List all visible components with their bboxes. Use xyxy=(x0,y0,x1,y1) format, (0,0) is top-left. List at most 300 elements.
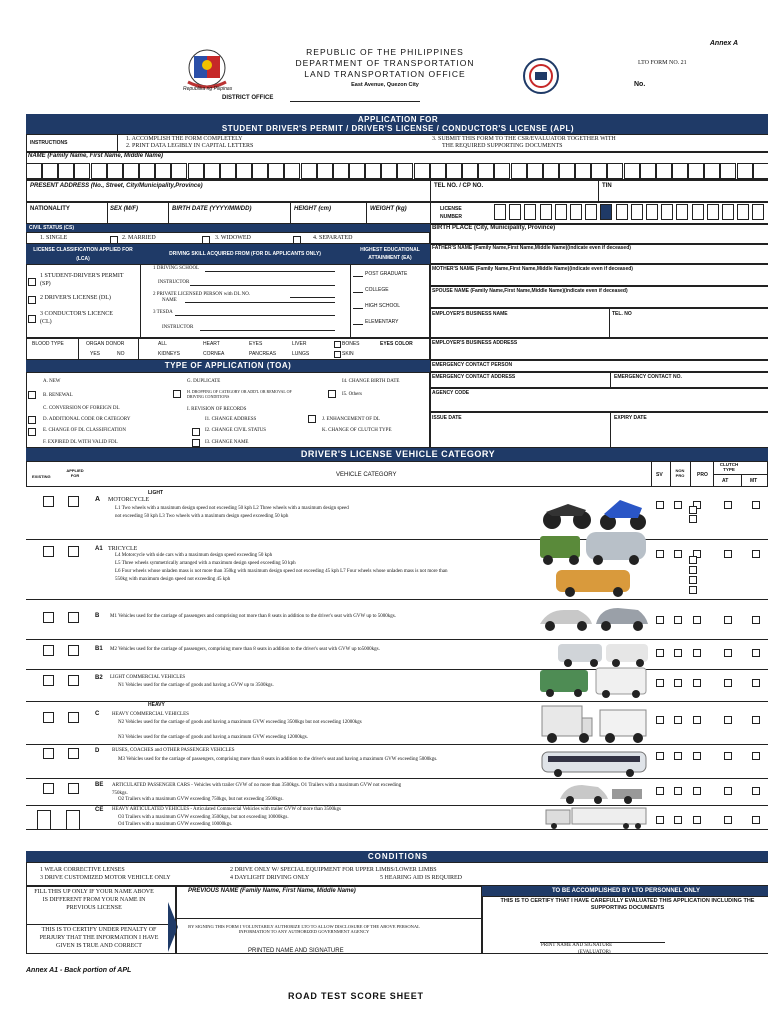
cat-be-applied-checkbox[interactable] xyxy=(68,783,79,794)
condition-4: 4 DAYLIGHT DRIVING ONLY xyxy=(230,875,310,881)
toa-revision-label: I. REVISION OF RECORDS xyxy=(187,407,247,412)
organ-pancreas-label: PANCREAS xyxy=(249,351,277,357)
sex-label: SEX (M/F) xyxy=(110,206,138,212)
vehicle-sv-checkbox[interactable] xyxy=(656,752,664,760)
toa-change-name-checkbox[interactable] xyxy=(192,439,200,447)
vehicle-pro-checkbox[interactable] xyxy=(693,816,701,824)
cat-ce-existing-checkbox[interactable] xyxy=(37,810,51,830)
name-letter-cell[interactable] xyxy=(753,163,768,179)
cat-d-desc: M3 Vehicles used for the carriage of passengers, comprising more than 8 seats in addition to the driver's seat and having a maximum GVW exceeding 5000kgs. xyxy=(118,757,438,762)
name-letter-cell[interactable] xyxy=(42,163,58,179)
dsa-tesda-instructor-label: INSTRUCTOR xyxy=(162,325,194,330)
cs-single-label: 1. SINGLE xyxy=(40,235,68,241)
articulated-truck-image xyxy=(542,806,650,830)
name-letter-cell[interactable] xyxy=(462,163,478,179)
expiry-date-label: EXPIRY DATE xyxy=(614,415,647,421)
name-letter-cell[interactable] xyxy=(478,163,494,179)
tricycle-images xyxy=(538,528,650,598)
instruction-1: 1. ACCOMPLISH THE FORM COMPLETELY xyxy=(126,136,243,142)
instruction-3b: THE REQUIRED SUPPORTING DOCUMENTS xyxy=(442,143,563,149)
name-letter-cell[interactable] xyxy=(704,163,720,179)
cat-a1-code: A1 xyxy=(95,546,103,552)
license-number-cell[interactable] xyxy=(707,204,719,220)
license-number-cell[interactable] xyxy=(540,204,552,220)
district-office-label: DISTRICT OFFICE xyxy=(222,95,274,101)
name-letter-cell[interactable] xyxy=(236,163,252,179)
cat-a1-l6: L6 Four wheels whose unladen mass is not more than 350kg with maximum design speed not exceeding 45 kph L7 Four wheels whose unladen mass is not more than 550kg with maximum design speed not exceeding 45 kph xyxy=(115,569,448,582)
lca-cl-label: 3 CONDUCTOR'S LICENCE (CL) xyxy=(40,311,113,325)
name-letter-cell[interactable] xyxy=(720,163,736,179)
dsa-header: DRIVING SKILL ACQUIRED FROM (FOR DL APPLICANTS ONLY) xyxy=(140,244,350,264)
condition-5: 5 HEARING AID IS REQUIRED xyxy=(380,875,462,881)
cat-d-existing-checkbox[interactable] xyxy=(43,748,54,759)
present-address-label: PRESENT ADDRESS (No., Street, City/Municipality,Province) xyxy=(30,183,203,189)
toa-others-label: I5. Others xyxy=(342,392,362,397)
condition-3: 3 DRIVE CUSTOMIZED MOTOR VEHICLE ONLY xyxy=(40,875,171,881)
ea-header: HIGHEST EDUCATIONAL ATTAINMENT (EA) xyxy=(350,244,430,264)
heavy-label: HEAVY xyxy=(148,702,165,708)
organ-bones-checkbox[interactable] xyxy=(334,341,341,348)
toa-dropping-label: H. DROPPING OF CATEGORY OR ADD'L OR REMOVAL OF DRIVING CONDITIONS xyxy=(187,389,292,399)
vehicle-sv-checkbox[interactable] xyxy=(656,816,664,824)
name-letter-cell[interactable] xyxy=(446,163,462,179)
road-test-title: ROAD TEST SCORE SHEET xyxy=(288,991,424,1001)
emergency-address-label: EMERGENCY CONTACT ADDRESS xyxy=(432,374,516,380)
vehicle-subclass-checkbox[interactable] xyxy=(689,576,697,584)
employer-address-label: EMPLOYER'S BUSINESS ADDRESS xyxy=(432,340,518,346)
header-department: DEPARTMENT OF TRANSPORTATION xyxy=(295,58,475,68)
vehicle-at-checkbox[interactable] xyxy=(724,550,732,558)
vehicle-mt-checkbox[interactable] xyxy=(752,616,760,624)
cat-c-existing-checkbox[interactable] xyxy=(43,712,54,723)
vehicle-nonpro-checkbox[interactable] xyxy=(674,787,682,795)
cat-a-code: A xyxy=(95,496,101,503)
name-letter-cell[interactable] xyxy=(268,163,284,179)
cat-b1-existing-checkbox[interactable] xyxy=(43,645,54,656)
cs-married-label: 2. MARRIED xyxy=(122,235,156,241)
vehicle-nonpro-checkbox[interactable] xyxy=(674,501,682,509)
blood-type-label: BLOOD TYPE xyxy=(32,341,64,347)
cat-b1-applied-checkbox[interactable] xyxy=(68,645,79,656)
vehicle-nonpro-checkbox[interactable] xyxy=(674,550,682,558)
vehicle-subclass-checkbox[interactable] xyxy=(689,556,697,564)
cat-b1-desc: M2 Vehicles used for the carriage of passengers, comprising more than 8 seats in addition to the driver's seat with GVW up to5000kgs. xyxy=(110,647,380,652)
vehicle-mt-checkbox[interactable] xyxy=(752,716,760,724)
spouse-name-label: SPOUSE NAME (Family Name,First Name,Middle Name)(indicate even if deceased) xyxy=(432,288,628,294)
license-number-cell[interactable] xyxy=(555,204,567,220)
vehicle-pro-checkbox[interactable] xyxy=(693,716,701,724)
name-letter-cell[interactable] xyxy=(26,163,42,179)
cat-b2-applied-checkbox[interactable] xyxy=(68,675,79,686)
vehicle-nonpro-checkbox[interactable] xyxy=(674,752,682,760)
light-label: LIGHT xyxy=(148,490,163,496)
vehicle-sv-checkbox[interactable] xyxy=(656,787,664,795)
printed-name-label: PRINTED NAME AND SIGNATURE xyxy=(248,948,344,954)
vehicle-sv-checkbox[interactable] xyxy=(656,616,664,624)
name-letter-cell[interactable] xyxy=(737,163,753,179)
name-letter-cell[interactable] xyxy=(155,163,171,179)
header-address: East Avenue, Quezon City xyxy=(351,82,419,88)
name-letter-cell[interactable] xyxy=(317,163,333,179)
name-letter-cell[interactable] xyxy=(188,163,204,179)
name-letter-cell[interactable] xyxy=(58,163,74,179)
cat-c-n2: N2 Vehicles used for the carriage of goods and having a maximum GVW exceeding 3500kgs but not exceeding 12000kgs xyxy=(118,720,362,725)
license-number-label: LICENSE NUMBER xyxy=(440,206,462,220)
cat-b-code: B xyxy=(95,613,100,619)
name-letter-cell[interactable] xyxy=(430,163,446,179)
lca-cl-checkbox[interactable] xyxy=(28,315,36,323)
mother-name-label: MOTHER'S NAME (Family Name,First Name,Middle Name)(indicate even if deceased) xyxy=(432,266,633,272)
toa-additional-label: D. ADDITIONAL CODE OR CATEGORY xyxy=(43,417,131,422)
at-col-label: AT xyxy=(722,478,729,484)
cat-ce-o4: O4 Trailers with a maximum GVW exceeding 10000kgs. xyxy=(118,822,233,827)
name-letter-cell[interactable] xyxy=(656,163,672,179)
emergency-person-label: EMERGENCY CONTACT PERSON xyxy=(432,362,513,368)
form-number: LTO FORM NO. 21 xyxy=(638,60,687,66)
license-number-cell[interactable] xyxy=(585,204,597,220)
organ-heart-label: HEART xyxy=(203,341,220,347)
toa-civil-status-label: I2. CHANGE CIVIL STATUS xyxy=(205,428,267,433)
vehicle-nonpro-checkbox[interactable] xyxy=(674,816,682,824)
vehicle-at-checkbox[interactable] xyxy=(724,787,732,795)
lto-logo xyxy=(522,57,562,95)
eyes-color-label: EYES COLOR xyxy=(380,341,413,347)
instruction-2: 2. PRINT DATA LEGIBLY IN CAPITAL LETTERS xyxy=(126,143,254,149)
toa-renewal-checkbox[interactable] xyxy=(28,391,36,399)
vehicle-at-checkbox[interactable] xyxy=(724,752,732,760)
cat-be-existing-checkbox[interactable] xyxy=(43,783,54,794)
conditions-section xyxy=(26,862,768,886)
license-number-cell[interactable] xyxy=(737,204,749,220)
lca-dl-checkbox[interactable] xyxy=(28,296,36,304)
pro-col-label: PRO xyxy=(697,472,708,478)
vehicle-at-checkbox[interactable] xyxy=(724,816,732,824)
cs-married-checkbox[interactable] xyxy=(110,236,118,244)
vehicle-nonpro-checkbox[interactable] xyxy=(674,716,682,724)
license-number-cell[interactable] xyxy=(646,204,658,220)
name-letter-cell[interactable] xyxy=(527,163,543,179)
license-number-cell[interactable] xyxy=(616,204,628,220)
toa-change-class-checkbox[interactable] xyxy=(28,428,36,436)
clutch-type-col-label: CLUTCH TYPE xyxy=(719,462,739,472)
vehicle-category-col-label: VEHICLE CATEGORY xyxy=(336,472,397,478)
organ-bones-label: BONES xyxy=(342,341,360,347)
vehicle-mt-checkbox[interactable] xyxy=(752,679,760,687)
vehicle-mt-checkbox[interactable] xyxy=(752,816,760,824)
articulated-car-image xyxy=(558,779,648,805)
dsa-driving-school-label: 1 DRIVING SCHOOL xyxy=(153,266,200,271)
name-letter-cell[interactable] xyxy=(349,163,365,179)
tin-label: TIN xyxy=(602,183,612,189)
car-images xyxy=(538,602,650,636)
issue-expiry-box[interactable] xyxy=(430,412,768,448)
vehicle-mt-checkbox[interactable] xyxy=(752,787,760,795)
organ-donor-label: ORGAN DONOR xyxy=(86,341,125,347)
evaluator-label: (EVALUATOR) xyxy=(578,950,611,955)
annex-label: Annex A xyxy=(709,40,738,47)
name-letter-cell[interactable] xyxy=(543,163,559,179)
vehicle-mt-checkbox[interactable] xyxy=(752,752,760,760)
cat-a1-l4: L4 Motorcycle with side cars with a maximum design speed exceeding 50 kph xyxy=(115,553,273,558)
name-letter-cell[interactable] xyxy=(575,163,591,179)
vehicle-at-checkbox[interactable] xyxy=(724,616,732,624)
name-letter-cell[interactable] xyxy=(252,163,268,179)
license-number-cell[interactable] xyxy=(676,204,688,220)
name-letter-cell[interactable] xyxy=(139,163,155,179)
vehicle-pro-checkbox[interactable] xyxy=(693,616,701,624)
cat-b-existing-checkbox[interactable] xyxy=(43,612,54,623)
toa-new-label: A. NEW xyxy=(43,379,61,384)
cat-a1-applied-checkbox[interactable] xyxy=(68,546,79,557)
condition-1: 1 WEAR CORRECTIVE LENSES xyxy=(40,867,125,873)
cat-c-applied-checkbox[interactable] xyxy=(68,712,79,723)
cat-d-code: D xyxy=(95,748,100,754)
cat-a1-existing-checkbox[interactable] xyxy=(43,546,54,557)
vehicle-pro-checkbox[interactable] xyxy=(693,752,701,760)
vehicle-at-checkbox[interactable] xyxy=(724,649,732,657)
toa-change-address-label: I1. CHANGE ADDRESS xyxy=(205,417,257,422)
instruction-3: 3. SUBMIT THIS FORM TO THE CSR/EVALUATOR TOGETHER WITH xyxy=(432,136,616,142)
name-letter-cell[interactable] xyxy=(333,163,349,179)
agency-code-box[interactable] xyxy=(430,388,768,412)
toa-renewal-label: B. RENEWAL xyxy=(43,393,73,398)
vehicle-sv-checkbox[interactable] xyxy=(656,679,664,687)
vehicle-subclass-checkbox[interactable] xyxy=(689,566,697,574)
ea-postgrad-label: POST GRADUATE xyxy=(365,271,408,277)
vehicle-sv-checkbox[interactable] xyxy=(656,501,664,509)
issue-date-label: ISSUE DATE xyxy=(432,415,462,421)
ea-college-label: COLLEGE xyxy=(365,287,389,293)
bus-image xyxy=(538,748,650,778)
title-line2: STUDENT DRIVER'S PERMIT / DRIVER'S LICENSE / CONDUCTOR'S LICENSE (APL) xyxy=(221,124,575,133)
name-letter-cell[interactable] xyxy=(511,163,527,179)
vehicle-subclass-checkbox[interactable] xyxy=(689,586,697,594)
existing-col-label: EXISTING xyxy=(32,474,51,479)
organ-donor-yes-label: YES xyxy=(90,351,101,357)
weight-label: WEIGHT (kg) xyxy=(370,206,407,212)
cat-ce-applied-checkbox[interactable] xyxy=(66,810,80,830)
cat-c-code: C xyxy=(95,711,100,717)
name-letter-cell[interactable] xyxy=(301,163,317,179)
district-office-line[interactable] xyxy=(290,101,420,102)
vehicle-mt-checkbox[interactable] xyxy=(752,501,760,509)
dsa-private-label: 2 PRIVATE LICENSED PERSON with DL NO. xyxy=(153,292,251,297)
lca-sp-checkbox[interactable] xyxy=(28,278,36,286)
toa-enhancement-label: J. ENHANCEMENT OF DL xyxy=(322,417,380,422)
vehicle-nonpro-checkbox[interactable] xyxy=(674,616,682,624)
license-number-cell[interactable] xyxy=(570,204,582,220)
cat-d-applied-checkbox[interactable] xyxy=(68,748,79,759)
name-letter-cell[interactable] xyxy=(397,163,413,179)
cs-separated-checkbox[interactable] xyxy=(293,236,301,244)
dsa-tesda-label: 3 TESDA xyxy=(153,310,173,315)
name-letter-cell[interactable] xyxy=(559,163,575,179)
cat-b2-code: B2 xyxy=(95,675,103,681)
vehicle-at-checkbox[interactable] xyxy=(724,501,732,509)
vehicle-pro-checkbox[interactable] xyxy=(693,787,701,795)
vehicle-nonpro-checkbox[interactable] xyxy=(674,679,682,687)
organ-lungs-label: LUNGS xyxy=(292,351,310,357)
cat-be-title: ARTICULATED PASSENGER CARS - Vehicles with trailer GVW of no more than 3500kgs. O1 Trailers with a maximum GVW not exceeding 750kgs. xyxy=(112,783,402,796)
license-number-cell[interactable] xyxy=(631,204,643,220)
toa-change-name-label: I3. CHANGE NAME xyxy=(205,440,249,445)
emergency-no-label: EMERGENCY CONTACT NO. xyxy=(614,374,682,380)
civil-status-header: CIVIL STATUS (CS) xyxy=(26,224,430,232)
organ-skin-label: SKIN xyxy=(342,351,354,357)
tel-cp-label: TEL NO. / CP NO. xyxy=(434,183,484,189)
license-number-cell[interactable] xyxy=(722,204,734,220)
dsa-instructor-label: INSTRUCTOR xyxy=(158,280,190,285)
condition-2: 2 DRIVE ONLY W/ SPECIAL EQUIPMENT FOR UPPER LIMBS/LOWER LIMBS xyxy=(230,867,437,873)
cat-b2-existing-checkbox[interactable] xyxy=(43,675,54,686)
previous-name-label: PREVIOUS NAME (Family Name, First Name, Middle Name) xyxy=(188,888,356,894)
previous-name-box[interactable] xyxy=(176,886,482,954)
applied-for-col-label: APPLIED FOR xyxy=(66,468,84,478)
cat-be-o2: O2 Trailers with a maximum GVW exceeding 750kgs, but not exceeding 3500kgs. xyxy=(118,797,284,802)
vehicle-sv-checkbox[interactable] xyxy=(656,716,664,724)
name-letter-cell[interactable] xyxy=(74,163,90,179)
toa-expired-label: F. EXPIRED DL WITH VALID FDL xyxy=(43,440,118,445)
toa-others-checkbox[interactable] xyxy=(328,390,336,398)
name-letter-cell[interactable] xyxy=(204,163,220,179)
vehicle-mt-checkbox[interactable] xyxy=(752,649,760,657)
vehicle-subclass-checkbox[interactable] xyxy=(689,506,697,514)
conditions-header: CONDITIONS xyxy=(26,851,768,862)
cat-ce-o3: O3 Trailers with a maximum GVW exceeding 3500kgs, but not exceeding 10000kgs. xyxy=(118,815,289,820)
license-number-cell[interactable] xyxy=(661,204,673,220)
toa-clutch-label: K. CHANGE OF CLUTCH TYPE xyxy=(322,428,392,433)
license-number-cell[interactable] xyxy=(752,204,764,220)
cat-ce-title: HEAVY ARTICULATED VEHICLES - Articulated Commercial Vehicles with trailer GVW of more than 3500kgs xyxy=(112,807,341,812)
name-letter-cell[interactable] xyxy=(381,163,397,179)
nationality-label: NATIONALITY xyxy=(30,206,70,212)
name-letter-cell[interactable] xyxy=(171,163,187,179)
cat-b-applied-checkbox[interactable] xyxy=(68,612,79,623)
vehicle-sv-checkbox[interactable] xyxy=(656,550,664,558)
cs-widowed-checkbox[interactable] xyxy=(202,236,210,244)
ea-highschool-label: HIGH SCHOOL xyxy=(365,303,401,309)
name-field-label: NAME (Family Name, First Name, Middle Name) xyxy=(28,153,164,159)
toa-change-class-label: E. CHANGE OF DL CLASSIFICATION xyxy=(43,428,127,433)
evaluator-sig-label: PRINT NAME AND SIGNATURE xyxy=(541,943,613,948)
name-letter-cell[interactable] xyxy=(688,163,704,179)
cs-widowed-label: 3. WIDOWED xyxy=(215,235,251,241)
name-letter-cell[interactable] xyxy=(640,163,656,179)
vehicle-at-checkbox[interactable] xyxy=(724,679,732,687)
vehicle-sv-checkbox[interactable] xyxy=(656,649,664,657)
cat-b-desc: M1 Vehicles used for the carriage of passengers and comprising not more than 8 seats in addition to the driver's seat with GVW up to 5000kgs. xyxy=(110,614,396,619)
toa-duplicate-label: G. DUPLICATE xyxy=(187,379,221,384)
cat-b2-title: LIGHT COMMERCIAL VEHICLES xyxy=(110,675,186,680)
agency-code-label: AGENCY CODE xyxy=(432,390,470,396)
cat-ce-code: CE xyxy=(95,807,104,813)
lca-dl-label: 2 DRIVER'S LICENSE (DL) xyxy=(40,295,111,301)
cat-a1-title: TRICYCLE xyxy=(108,546,138,552)
toa-enhancement-checkbox[interactable] xyxy=(308,415,316,423)
cat-a-desc: L1 Two wheels with a maximum design speed not exceeding 50 kph L2 Three wheels with a maximum design speed not exceeding 50 kph L3 Two wheels with a maximum design speed exceeding 50 kph xyxy=(115,506,349,519)
organ-all-label: ALL xyxy=(158,341,167,347)
mt-col-label: MT xyxy=(750,478,758,484)
toa-dropping-checkbox[interactable] xyxy=(173,390,181,398)
employer-name-label: EMPLOYER'S BUSINESS NAME xyxy=(432,311,508,317)
vehicle-subclass-checkbox[interactable] xyxy=(689,515,697,523)
name-letter-cell[interactable] xyxy=(91,163,107,179)
cs-separated-label: 4. SEPARATED xyxy=(313,235,353,241)
organ-skin-checkbox[interactable] xyxy=(334,351,341,358)
license-number-cell[interactable] xyxy=(692,204,704,220)
birth-date-label: BIRTH DATE (YYYY/MM/DD) xyxy=(172,206,252,212)
cat-b1-code: B1 xyxy=(95,646,103,652)
vehicle-pro-checkbox[interactable] xyxy=(693,679,701,687)
cat-a1-l5: L5 Three wheels symmetrically arranged with a maximum design speed exceeding 50 kph xyxy=(115,561,296,566)
consent-text: BY SIGNING THIS FORM I VOLUNTARILY AUTHORIZE LTO TO ALLOW DISCLOSURE OF THE ABOVE PERSONAL INFORMATION TO ANY AUTHORIZED GOVERNMENT AGENCY xyxy=(188,924,420,934)
title-line1: APPLICATION FOR xyxy=(357,115,439,124)
organ-kidneys-label: KIDNEYS xyxy=(158,351,180,357)
dsa-name-label: NAME xyxy=(162,298,177,303)
name-letter-cell[interactable] xyxy=(591,163,607,179)
vehicle-at-checkbox[interactable] xyxy=(724,716,732,724)
name-letter-cell[interactable] xyxy=(107,163,123,179)
license-number-cell[interactable] xyxy=(524,204,536,220)
cat-be-code: BE xyxy=(95,782,104,788)
father-name-label: FATHER'S NAME (Family Name,First Name,Middle Name)(indicate even if deceased) xyxy=(432,245,631,251)
name-letter-cell[interactable] xyxy=(607,163,623,179)
organ-cornea-label: CORNEA xyxy=(203,351,225,357)
application-no-label: No. xyxy=(634,81,646,88)
perjury-note: THIS IS TO CERTIFY UNDER PENALTY OF PERJURY THAT THE INFORMATION I HAVE GIVEN IS TRUE AND CORRECT xyxy=(39,927,159,949)
organ-liver-label: LIVER xyxy=(292,341,307,347)
license-number-cell[interactable] xyxy=(600,204,612,220)
instructions-label: INSTRUCTIONS xyxy=(26,134,118,152)
vehicle-pro-checkbox[interactable] xyxy=(693,649,701,657)
vehicle-mt-checkbox[interactable] xyxy=(752,550,760,558)
cat-a-applied-checkbox[interactable] xyxy=(68,496,79,507)
name-letter-cell[interactable] xyxy=(494,163,510,179)
height-label: HEIGHT (cm) xyxy=(294,206,332,212)
nonpro-col-label: NON PRO xyxy=(675,468,685,478)
name-letter-cell[interactable] xyxy=(672,163,688,179)
toa-additional-checkbox[interactable] xyxy=(28,416,36,424)
heavy-truck-images xyxy=(538,700,650,744)
cat-c-title: HEAVY COMMERCIAL VEHICLES xyxy=(112,712,189,717)
annex-a1-label: Annex A1 - Back portion of APL xyxy=(26,967,132,974)
employer-tel-label: TEL. NO xyxy=(612,311,632,317)
name-letter-cell[interactable] xyxy=(284,163,300,179)
sv-col-label: SV xyxy=(656,472,663,478)
cat-b2-desc: N1 Vehicles used for the carriage of goods and having a GVW up to 3500kgs. xyxy=(118,683,274,688)
name-letter-cell[interactable] xyxy=(624,163,640,179)
application-title-bar xyxy=(26,114,768,134)
name-letter-cell[interactable] xyxy=(123,163,139,179)
license-number-cell[interactable] xyxy=(494,204,506,220)
name-letter-cell[interactable] xyxy=(414,163,430,179)
cat-a-existing-checkbox[interactable] xyxy=(43,496,54,507)
light-commercial-images xyxy=(538,664,650,700)
name-letter-cell[interactable] xyxy=(365,163,381,179)
header-republic: REPUBLIC OF THE PHILIPPINES xyxy=(306,47,464,57)
birth-place-label: BIRTH PLACE (City, Municipality, Province) xyxy=(432,225,556,231)
toa-civil-status-checkbox[interactable] xyxy=(192,428,200,436)
vehicle-nonpro-checkbox[interactable] xyxy=(674,649,682,657)
lca-sp-label: 1 STUDENT-DRIVER'S PERMIT (SP) xyxy=(40,273,124,287)
license-number-cell[interactable] xyxy=(509,204,521,220)
header-lto: LAND TRANSPORTATION OFFICE xyxy=(304,69,466,79)
lto-personnel-header: TO BE ACCOMPLISHED BY LTO PERSONNEL ONLY xyxy=(482,886,768,896)
cat-c-n3: N3 Vehicles used for the carriage of goods and having a maximum GVW exceeding 12000kgs. xyxy=(118,735,308,740)
lca-header: LICENSE CLASSIFICATION APPLIED FOR (LCA) xyxy=(26,244,140,264)
name-letter-cell[interactable] xyxy=(220,163,236,179)
organ-donor-no-label: NO xyxy=(117,351,125,357)
